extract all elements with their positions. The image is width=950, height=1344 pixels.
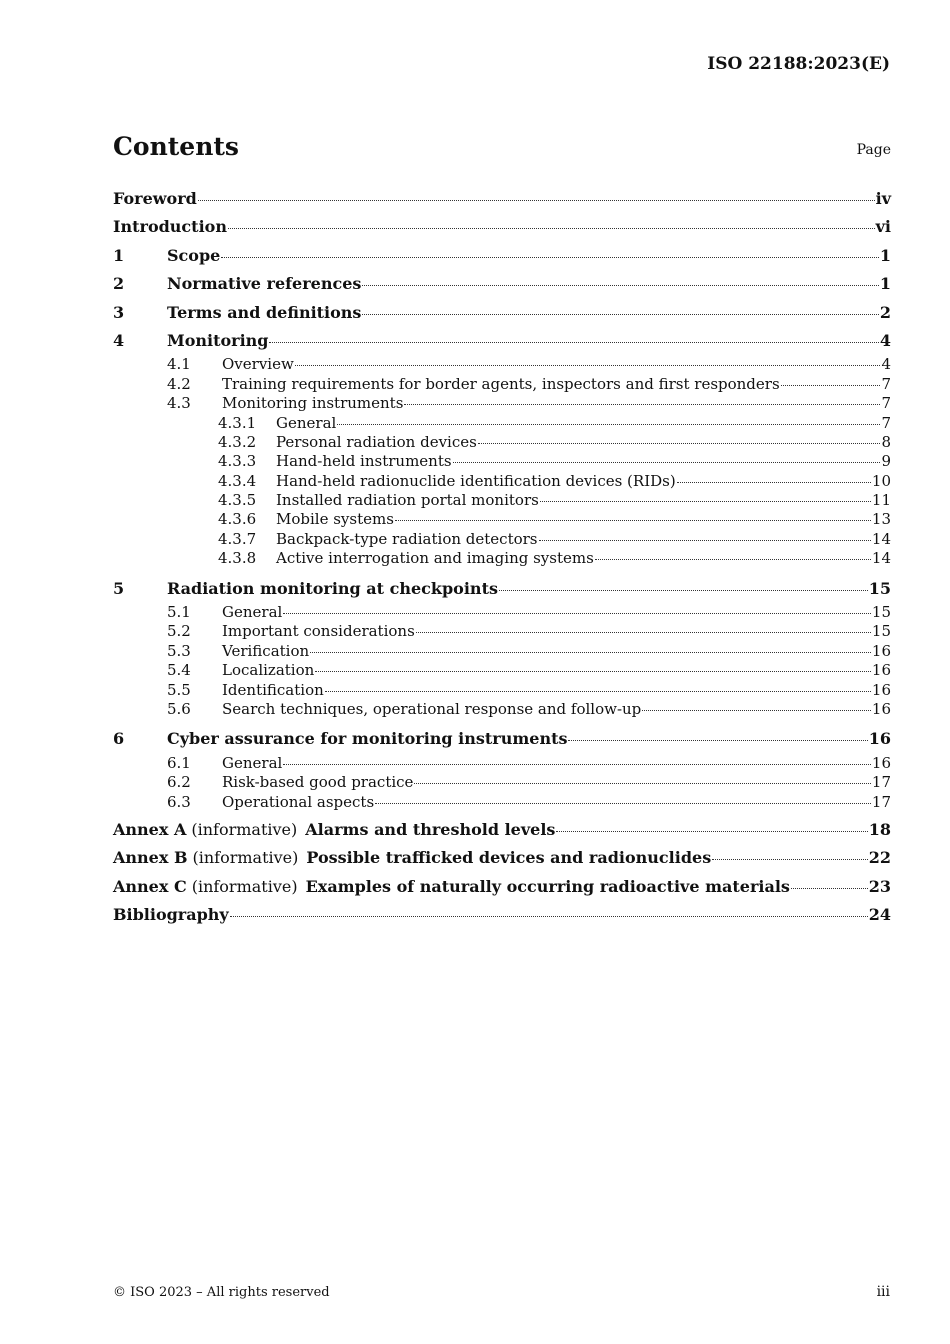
toc-entry[interactable] <box>113 603 891 622</box>
toc-entry-title: Personal radiation devices <box>276 432 477 451</box>
dot-leader <box>362 285 878 286</box>
toc-entry-title: General <box>222 603 283 622</box>
toc-entry-page: 2 <box>879 302 891 322</box>
dot-leader <box>453 462 881 463</box>
toc-entry-page: vi <box>875 217 891 237</box>
toc-entry-title: Terms and definitions <box>167 302 362 322</box>
dot-leader <box>310 652 871 653</box>
dot-leader <box>325 691 871 692</box>
toc-entry-title: Examples of naturally occurring radioactive materials <box>305 876 790 896</box>
toc-entry-page: 7 <box>881 394 891 413</box>
toc-entry-number: 2 <box>113 274 125 294</box>
toc-entry-number: 4.3.1 <box>218 413 257 432</box>
toc-entry-title: Localization <box>222 661 315 680</box>
toc-entry-page: 22 <box>868 848 891 868</box>
dot-leader <box>677 482 871 483</box>
toc-entry-number: 4.3.5 <box>218 491 257 510</box>
toc-entry-title: Bibliography <box>113 905 229 925</box>
toc-entry-number: 1 <box>113 245 125 265</box>
toc-entry[interactable] <box>113 754 891 773</box>
dot-leader <box>395 520 871 521</box>
toc-entry-page: 13 <box>871 510 891 529</box>
toc-entry-number: 4.1 <box>167 355 191 374</box>
dot-leader <box>478 443 881 444</box>
toc-entry-number: 4.3.4 <box>218 471 257 490</box>
toc-entry-title: Identification <box>222 680 324 699</box>
toc-entry-page: 11 <box>871 491 891 510</box>
dot-leader <box>221 257 879 258</box>
dot-leader <box>595 559 871 560</box>
toc-entry[interactable] <box>113 725 891 753</box>
toc-entry-title: Verification <box>222 641 310 660</box>
toc-entry[interactable] <box>113 242 891 270</box>
toc-entry-title: Scope <box>167 245 221 265</box>
toc-entry[interactable] <box>113 642 891 661</box>
toc-entry-page: 1 <box>879 245 891 265</box>
toc-entry-number: 6.3 <box>167 792 191 811</box>
toc-entry-page: 7 <box>881 374 891 393</box>
toc-entry-number: 5.2 <box>167 622 191 641</box>
toc-entry-page: 16 <box>871 680 891 699</box>
dot-leader <box>315 671 871 672</box>
toc-entry-page: iv <box>875 189 891 208</box>
toc-entry-title: Risk-based good practice <box>222 773 414 792</box>
toc-entry-number: 5.1 <box>167 603 191 622</box>
dot-leader <box>228 228 875 229</box>
toc-entry-title: Search techniques, operational response and follow-up <box>222 699 642 718</box>
dot-leader <box>414 783 870 784</box>
toc-entry-title: Radiation monitoring at checkpoints <box>167 578 498 598</box>
toc-entry-number: 6 <box>113 729 125 749</box>
toc-entry-page: 10 <box>871 471 891 490</box>
toc-entry-title: General <box>276 413 337 432</box>
toc-entry[interactable] <box>113 844 891 872</box>
toc-entry[interactable] <box>113 270 891 298</box>
toc-entry-title: Monitoring <box>167 330 269 350</box>
toc-entry-number: 5.4 <box>167 661 191 680</box>
page-number: iii <box>876 1284 890 1300</box>
dot-leader <box>791 888 868 889</box>
toc-entry-title: Mobile systems <box>276 510 394 529</box>
toc-entry-title: Training requirements for border agents, inspectors and first responders <box>222 374 780 393</box>
dot-leader <box>712 859 868 860</box>
toc-entry-page: 16 <box>871 661 891 680</box>
toc-entry-number: 5 <box>113 578 125 598</box>
dot-leader <box>540 501 871 502</box>
toc-entry-page: 8 <box>881 432 891 451</box>
toc-entry-page: 4 <box>881 355 891 374</box>
toc-entry-title: General <box>222 753 283 772</box>
toc-entry-title: Introduction <box>113 217 227 237</box>
toc-entry-page: 17 <box>871 773 891 792</box>
toc-entry-title: Overview <box>222 355 294 374</box>
annex-type: (informative) <box>191 819 298 839</box>
toc-entry[interactable] <box>113 575 891 603</box>
annex-label: Annex A <box>113 819 187 839</box>
toc-entry-page: 16 <box>871 753 891 772</box>
toc-entry-number: 4 <box>113 330 125 350</box>
toc-entry-title: Alarms and threshold levels <box>305 819 556 839</box>
toc-entry[interactable] <box>113 873 891 901</box>
toc-entry[interactable] <box>113 510 891 529</box>
toc-entry[interactable] <box>113 549 891 568</box>
toc-entry-page: 15 <box>868 578 891 598</box>
toc-entry-title: Installed radiation portal monitors <box>276 491 539 510</box>
toc-entry-page: 14 <box>871 549 891 568</box>
dot-leader <box>568 740 867 741</box>
copyright-notice: © ISO 2023 – All rights reserved <box>113 1285 330 1300</box>
toc-entry-page: 14 <box>871 529 891 548</box>
page-column-label: Page <box>856 142 891 158</box>
toc-entry-number: 4.3.7 <box>218 529 257 548</box>
toc-entry-page: 9 <box>881 452 891 471</box>
toc-entry[interactable] <box>113 185 891 213</box>
dot-leader <box>416 632 871 633</box>
toc-entry[interactable] <box>113 491 891 510</box>
dot-leader <box>556 831 867 832</box>
dot-leader <box>337 424 880 425</box>
toc-entry-number: 5.6 <box>167 699 191 718</box>
toc-entry[interactable] <box>113 773 891 792</box>
annex-type: (informative) <box>192 848 299 868</box>
toc-entry[interactable] <box>113 530 891 549</box>
dot-leader <box>283 764 871 765</box>
annex-type: (informative) <box>191 876 298 896</box>
toc-entry[interactable] <box>113 213 891 241</box>
toc-entry-number: 6.2 <box>167 773 191 792</box>
toc-entry-title: Normative references <box>167 274 362 294</box>
toc-entry-page: 23 <box>868 876 891 896</box>
dot-leader <box>404 404 880 405</box>
dot-leader <box>362 314 878 315</box>
toc-entry[interactable] <box>113 394 891 413</box>
dot-leader <box>539 540 871 541</box>
toc-entry[interactable] <box>113 414 891 433</box>
toc-entry-title: Foreword <box>113 189 197 208</box>
toc-entry-page: 18 <box>868 819 891 839</box>
table-of-contents <box>113 185 891 930</box>
toc-entry-title: Backpack-type radiation detectors <box>276 529 538 548</box>
toc-entry-page: 16 <box>871 699 891 718</box>
toc-entry-number: 6.1 <box>167 753 191 772</box>
toc-entry-title: Operational aspects <box>222 792 375 811</box>
toc-entry-number: 5.3 <box>167 641 191 660</box>
toc-entry-page: 1 <box>879 274 891 294</box>
toc-entry-page: 4 <box>879 330 891 350</box>
toc-entry[interactable] <box>113 793 891 812</box>
page-title: Contents <box>113 132 240 161</box>
toc-entry-page: 24 <box>868 905 891 925</box>
toc-entry[interactable] <box>113 901 891 929</box>
standard-id: ISO 22188:2023(E) <box>707 54 890 74</box>
toc-entry[interactable] <box>113 661 891 680</box>
toc-entry[interactable] <box>113 299 891 327</box>
toc-entry[interactable] <box>113 327 891 355</box>
dot-leader <box>230 916 868 917</box>
toc-entry[interactable] <box>113 681 891 700</box>
toc-entry[interactable] <box>113 472 891 491</box>
toc-entry[interactable] <box>113 700 891 719</box>
toc-entry-number: 5.5 <box>167 680 191 699</box>
toc-entry-number: 4.3.8 <box>218 549 257 568</box>
annex-label: Annex B <box>113 848 188 868</box>
toc-entry-title: Monitoring instruments <box>222 394 404 413</box>
dot-leader <box>375 803 871 804</box>
toc-entry[interactable] <box>113 452 891 471</box>
toc-entry-title: Active interrogation and imaging systems <box>276 549 594 568</box>
toc-entry-title: Hand-held radionuclide identification devices (RIDs) <box>276 471 676 490</box>
toc-entry-page: 17 <box>871 792 891 811</box>
dot-leader <box>283 613 871 614</box>
toc-entry-page: 15 <box>871 603 891 622</box>
dot-leader <box>295 365 881 366</box>
toc-entry-number: 4.3.3 <box>218 452 257 471</box>
toc-entry[interactable] <box>113 622 891 641</box>
toc-entry-number: 3 <box>113 302 125 322</box>
toc-entry-title: Cyber assurance for monitoring instruments <box>167 729 568 749</box>
toc-entry-number: 4.3 <box>167 394 191 413</box>
toc-entry-page: 16 <box>868 729 891 749</box>
toc-entry[interactable] <box>113 816 891 844</box>
dot-leader <box>499 590 868 591</box>
toc-entry[interactable] <box>113 375 891 394</box>
toc-entry-number: 4.2 <box>167 374 191 393</box>
dot-leader <box>781 385 881 386</box>
toc-entry-page: 7 <box>881 413 891 432</box>
toc-entry-title: Hand-held instruments <box>276 452 452 471</box>
toc-entry[interactable] <box>113 355 891 374</box>
annex-label: Annex C <box>113 876 187 896</box>
dot-leader <box>269 342 878 343</box>
toc-entry-number: 4.3.2 <box>218 432 257 451</box>
toc-entry-page: 15 <box>871 622 891 641</box>
toc-entry-number: 4.3.6 <box>218 510 257 529</box>
toc-entry-page: 16 <box>871 641 891 660</box>
dot-leader <box>198 200 875 201</box>
toc-entry[interactable] <box>113 433 891 452</box>
dot-leader <box>642 710 871 711</box>
toc-entry-title: Important considerations <box>222 622 415 641</box>
toc-entry-title: Possible trafficked devices and radionuclides <box>306 848 712 868</box>
